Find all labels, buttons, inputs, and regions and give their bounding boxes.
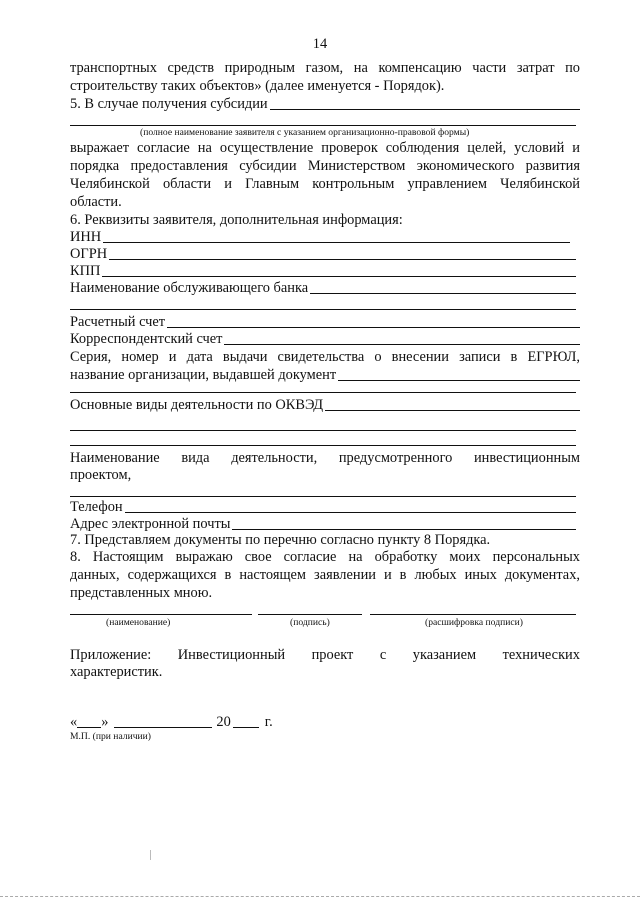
intro-line-2: строительству таких объектов» (далее именуется - Порядок). [70, 78, 445, 94]
date-open-quote: « [70, 714, 78, 730]
ogrn-label: ОГРН [70, 246, 108, 262]
bank-input-line-2[interactable] [70, 309, 576, 310]
scan-bottom-edge [0, 896, 640, 897]
ogrn-input-line[interactable] [109, 259, 576, 260]
activity-line-2: проектом, [70, 467, 132, 483]
applicant-name-caption: (полное наименование заявителя с указанием организационно-правовой формы) [140, 127, 470, 138]
egrul-field [70, 367, 580, 384]
item8-line-3: представленных мною. [70, 585, 213, 601]
corr-account-field [70, 331, 580, 348]
account-input-line[interactable] [167, 327, 580, 328]
okved-input-line[interactable] [325, 410, 580, 411]
corr-account-input-line[interactable] [224, 344, 580, 345]
egrul-input-line[interactable] [338, 380, 580, 381]
appendix-word-1: Приложение: [70, 647, 152, 663]
phone-input-line[interactable] [125, 512, 576, 513]
name-signature-line[interactable] [70, 614, 252, 615]
activity-line-1 [70, 450, 580, 467]
appendix-word-4: с [379, 647, 387, 663]
kpp-input-line[interactable] [102, 276, 576, 277]
okved-input-line-3[interactable] [70, 445, 576, 446]
okved-input-line-2[interactable] [70, 430, 576, 431]
okved-label: Основные виды деятельности по ОКВЭД [70, 397, 324, 413]
appendix-word-3: проект [311, 647, 354, 663]
item5-body-2: порядка предоставления субсидии Министерством экономического развития [70, 158, 580, 174]
signature-caption: (подпись) [290, 617, 330, 628]
appendix-line-2: характеристик. [70, 664, 163, 680]
decoding-signature-line[interactable] [370, 614, 576, 615]
decoding-caption: (расшифровка подписи) [425, 617, 523, 628]
activity-word-5: инвестиционным [473, 450, 580, 466]
kpp-field [70, 263, 576, 280]
activity-word-4: предусмотренного [338, 450, 453, 466]
corr-account-label: Корреспондентский счет [70, 331, 223, 347]
year-suffix: г. [264, 714, 273, 730]
year-prefix: 20 [216, 714, 231, 730]
inn-field [70, 229, 570, 246]
item5-label: 5. В случае получения субсидии [70, 96, 268, 112]
email-field [70, 516, 576, 533]
okved-field [70, 397, 580, 414]
scan-speck [150, 850, 151, 860]
item7-text: 7. Представляем документы по перечню согласно пункту 8 Порядка. [70, 532, 491, 548]
item8-line-1: 8. Настоящим выражаю свое согласие на обработку моих персональных [70, 549, 580, 565]
item5-body-4: области. [70, 194, 122, 210]
ogrn-field [70, 246, 576, 263]
bank-field [70, 280, 576, 297]
stamp-note: М.П. (при наличии) [70, 731, 151, 742]
date-line [70, 714, 300, 731]
account-label: Расчетный счет [70, 314, 166, 330]
bank-input-line[interactable] [310, 293, 576, 294]
bank-label: Наименование обслуживающего банка [70, 280, 309, 296]
phone-field [70, 499, 576, 516]
appendix-word-6: технических [502, 647, 580, 663]
phone-label: Телефон [70, 499, 123, 515]
account-field [70, 314, 580, 331]
egrul-input-line-2[interactable] [70, 392, 576, 393]
applicant-name-line-2[interactable] [70, 125, 576, 126]
email-label: Адрес электронной почты [70, 516, 231, 532]
intro-line-1: транспортных средств природным газом, на компенсацию части затрат по [70, 60, 580, 76]
inn-input-line[interactable] [103, 242, 570, 243]
egrul-label: название организации, выдавшей документ [70, 367, 337, 383]
applicant-name-line[interactable] [270, 109, 580, 110]
email-input-line[interactable] [232, 529, 576, 530]
year-input-line[interactable] [233, 727, 259, 728]
item6-title: 6. Реквизиты заявителя, дополнительная информация: [70, 212, 403, 228]
kpp-label: КПП [70, 263, 101, 279]
appendix-line-1 [70, 647, 580, 664]
inn-label: ИНН [70, 229, 102, 245]
appendix-word-5: указанием [412, 647, 477, 663]
signature-line[interactable] [258, 614, 362, 615]
item5-body-3: Челябинской области и Главным контрольным управлением Челябинской [70, 176, 580, 192]
name-caption: (наименование) [106, 617, 171, 628]
activity-word-3: деятельности, [231, 450, 318, 466]
item5-subsidy-field [70, 96, 580, 113]
day-input-line[interactable] [77, 727, 101, 728]
activity-word-2: вида [181, 450, 210, 466]
page-number: 14 [312, 36, 328, 52]
item8-line-2: данных, содержащихся в настоящем заявлении и в любых иных документах, [70, 567, 580, 583]
month-input-line[interactable] [114, 727, 212, 728]
activity-input-line[interactable] [70, 496, 576, 497]
activity-word-1: Наименование [70, 450, 160, 466]
item5-body-1: выражает согласие на осуществление проверок соблюдения целей, условий и [70, 140, 580, 156]
date-close-quote: » [101, 714, 109, 730]
egrul-line-1: Серия, номер и дата выдачи свидетельства о внесении записи в ЕГРЮЛ, [70, 349, 580, 365]
appendix-word-2: Инвестиционный [177, 647, 286, 663]
